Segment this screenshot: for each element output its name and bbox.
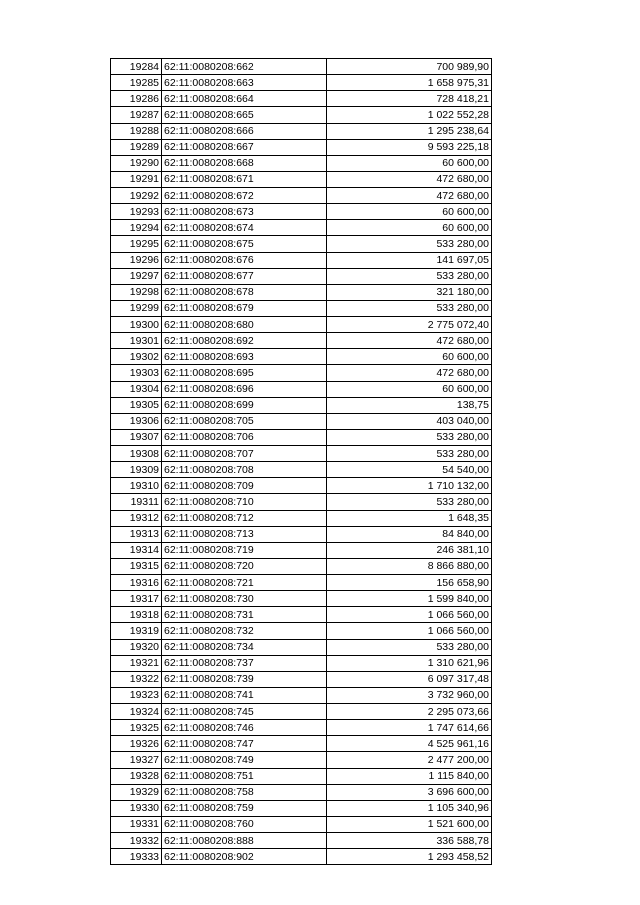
table-row — [111, 849, 492, 865]
row-number-cell: 19333 — [111, 849, 162, 865]
row-number-cell: 19326 — [111, 736, 162, 752]
cadastral-value-cell: 246 381,10 — [327, 542, 492, 558]
row-number-cell: 19305 — [111, 397, 162, 413]
table-row — [111, 623, 492, 639]
cadastral-number-cell: 62:11:0080208:709 — [162, 478, 327, 494]
cadastral-value-cell: 1 115 840,00 — [327, 768, 492, 784]
cadastral-number-cell: 62:11:0080208:707 — [162, 446, 327, 462]
table-row — [111, 59, 492, 75]
table-row — [111, 655, 492, 671]
table-row — [111, 139, 492, 155]
cadastral-value-cell: 533 280,00 — [327, 639, 492, 655]
cadastral-number-cell: 62:11:0080208:699 — [162, 397, 327, 413]
cadastral-value-cell: 9 593 225,18 — [327, 139, 492, 155]
cadastral-value-cell: 8 866 880,00 — [327, 558, 492, 574]
cadastral-value-cell: 84 840,00 — [327, 526, 492, 542]
cadastral-number-cell: 62:11:0080208:732 — [162, 623, 327, 639]
table-row — [111, 833, 492, 849]
cadastral-value-cell: 1 747 614,66 — [327, 720, 492, 736]
table-row — [111, 204, 492, 220]
cadastral-value-cell: 2 295 073,66 — [327, 704, 492, 720]
table-row — [111, 494, 492, 510]
table-row — [111, 300, 492, 316]
cadastral-number-cell: 62:11:0080208:671 — [162, 171, 327, 187]
row-number-cell: 19330 — [111, 800, 162, 816]
cadastral-value-cell: 1 521 600,00 — [327, 816, 492, 832]
cadastral-value-cell: 138,75 — [327, 397, 492, 413]
table-row — [111, 607, 492, 623]
cadastral-number-cell: 62:11:0080208:734 — [162, 639, 327, 655]
row-number-cell: 19297 — [111, 268, 162, 284]
table-row — [111, 478, 492, 494]
cadastral-number-cell: 62:11:0080208:888 — [162, 833, 327, 849]
row-number-cell: 19286 — [111, 91, 162, 107]
row-number-cell: 19322 — [111, 671, 162, 687]
table-row — [111, 720, 492, 736]
table-row — [111, 91, 492, 107]
row-number-cell: 19298 — [111, 284, 162, 300]
table-row — [111, 268, 492, 284]
row-number-cell: 19316 — [111, 575, 162, 591]
cadastral-value-cell: 1 105 340,96 — [327, 800, 492, 816]
row-number-cell: 19300 — [111, 317, 162, 333]
cadastral-number-cell: 62:11:0080208:665 — [162, 107, 327, 123]
table-row — [111, 768, 492, 784]
row-number-cell: 19317 — [111, 591, 162, 607]
cadastral-number-cell: 62:11:0080208:745 — [162, 704, 327, 720]
row-number-cell: 19289 — [111, 139, 162, 155]
cadastral-number-cell: 62:11:0080208:672 — [162, 188, 327, 204]
row-number-cell: 19319 — [111, 623, 162, 639]
table-row — [111, 752, 492, 768]
row-number-cell: 19284 — [111, 59, 162, 75]
cadastral-value-cell: 1 710 132,00 — [327, 478, 492, 494]
cadastral-number-cell: 62:11:0080208:720 — [162, 558, 327, 574]
row-number-cell: 19291 — [111, 171, 162, 187]
cadastral-value-cell: 533 280,00 — [327, 236, 492, 252]
table-row — [111, 236, 492, 252]
cadastral-value-table — [110, 58, 492, 865]
table-row — [111, 365, 492, 381]
cadastral-number-cell: 62:11:0080208:739 — [162, 671, 327, 687]
cadastral-value-cell: 4 525 961,16 — [327, 736, 492, 752]
table-row — [111, 75, 492, 91]
cadastral-value-cell: 2 477 200,00 — [327, 752, 492, 768]
cadastral-number-cell: 62:11:0080208:693 — [162, 349, 327, 365]
table-row — [111, 413, 492, 429]
row-number-cell: 19314 — [111, 542, 162, 558]
cadastral-number-cell: 62:11:0080208:706 — [162, 429, 327, 445]
table-row — [111, 800, 492, 816]
row-number-cell: 19327 — [111, 752, 162, 768]
cadastral-value-cell: 1 310 621,96 — [327, 655, 492, 671]
cadastral-value-cell: 1 022 552,28 — [327, 107, 492, 123]
table-row — [111, 397, 492, 413]
cadastral-value-cell: 3 732 960,00 — [327, 687, 492, 703]
table-row — [111, 784, 492, 800]
cadastral-number-cell: 62:11:0080208:710 — [162, 494, 327, 510]
cadastral-number-cell: 62:11:0080208:662 — [162, 59, 327, 75]
table-row — [111, 591, 492, 607]
cadastral-number-cell: 62:11:0080208:664 — [162, 91, 327, 107]
cadastral-number-cell: 62:11:0080208:712 — [162, 510, 327, 526]
cadastral-number-cell: 62:11:0080208:749 — [162, 752, 327, 768]
cadastral-value-cell: 1 599 840,00 — [327, 591, 492, 607]
cadastral-number-cell: 62:11:0080208:676 — [162, 252, 327, 268]
table-row — [111, 446, 492, 462]
cadastral-number-cell: 62:11:0080208:705 — [162, 413, 327, 429]
cadastral-number-cell: 62:11:0080208:730 — [162, 591, 327, 607]
row-number-cell: 19328 — [111, 768, 162, 784]
table-row — [111, 107, 492, 123]
cadastral-value-cell: 60 600,00 — [327, 220, 492, 236]
cadastral-number-cell: 62:11:0080208:751 — [162, 768, 327, 784]
table-row — [111, 429, 492, 445]
table-row — [111, 462, 492, 478]
cadastral-value-cell: 336 588,78 — [327, 833, 492, 849]
cadastral-value-cell: 321 180,00 — [327, 284, 492, 300]
table-body — [111, 59, 492, 865]
cadastral-value-cell: 3 696 600,00 — [327, 784, 492, 800]
row-number-cell: 19331 — [111, 816, 162, 832]
cadastral-number-cell: 62:11:0080208:759 — [162, 800, 327, 816]
row-number-cell: 19311 — [111, 494, 162, 510]
row-number-cell: 19318 — [111, 607, 162, 623]
row-number-cell: 19329 — [111, 784, 162, 800]
cadastral-number-cell: 62:11:0080208:678 — [162, 284, 327, 300]
cadastral-value-cell: 1 066 560,00 — [327, 607, 492, 623]
cadastral-value-cell: 54 540,00 — [327, 462, 492, 478]
cadastral-value-cell: 6 097 317,48 — [327, 671, 492, 687]
cadastral-number-cell: 62:11:0080208:696 — [162, 381, 327, 397]
table-row — [111, 558, 492, 574]
cadastral-number-cell: 62:11:0080208:741 — [162, 687, 327, 703]
cadastral-value-cell: 1 293 458,52 — [327, 849, 492, 865]
row-number-cell: 19295 — [111, 236, 162, 252]
table-row — [111, 284, 492, 300]
table-row — [111, 333, 492, 349]
row-number-cell: 19288 — [111, 123, 162, 139]
table-row — [111, 575, 492, 591]
cadastral-value-cell: 533 280,00 — [327, 446, 492, 462]
cadastral-number-cell: 62:11:0080208:675 — [162, 236, 327, 252]
cadastral-value-cell: 60 600,00 — [327, 381, 492, 397]
cadastral-number-cell: 62:11:0080208:677 — [162, 268, 327, 284]
cadastral-number-cell: 62:11:0080208:663 — [162, 75, 327, 91]
cadastral-value-cell: 533 280,00 — [327, 300, 492, 316]
row-number-cell: 19310 — [111, 478, 162, 494]
table-row — [111, 704, 492, 720]
cadastral-number-cell: 62:11:0080208:680 — [162, 317, 327, 333]
cadastral-value-cell: 60 600,00 — [327, 155, 492, 171]
cadastral-value-cell: 60 600,00 — [327, 204, 492, 220]
cadastral-number-cell: 62:11:0080208:746 — [162, 720, 327, 736]
cadastral-value-cell: 700 989,90 — [327, 59, 492, 75]
table-row — [111, 542, 492, 558]
cadastral-number-cell: 62:11:0080208:708 — [162, 462, 327, 478]
row-number-cell: 19301 — [111, 333, 162, 349]
cadastral-number-cell: 62:11:0080208:902 — [162, 849, 327, 865]
cadastral-value-cell: 533 280,00 — [327, 268, 492, 284]
cadastral-value-cell: 472 680,00 — [327, 188, 492, 204]
cadastral-value-cell: 1 648,35 — [327, 510, 492, 526]
cadastral-number-cell: 62:11:0080208:666 — [162, 123, 327, 139]
cadastral-value-cell: 403 040,00 — [327, 413, 492, 429]
table-row — [111, 349, 492, 365]
cadastral-number-cell: 62:11:0080208:692 — [162, 333, 327, 349]
row-number-cell: 19304 — [111, 381, 162, 397]
cadastral-number-cell: 62:11:0080208:737 — [162, 655, 327, 671]
row-number-cell: 19299 — [111, 300, 162, 316]
row-number-cell: 19323 — [111, 687, 162, 703]
row-number-cell: 19309 — [111, 462, 162, 478]
cadastral-number-cell: 62:11:0080208:679 — [162, 300, 327, 316]
table-row — [111, 317, 492, 333]
row-number-cell: 19315 — [111, 558, 162, 574]
cadastral-value-cell: 60 600,00 — [327, 349, 492, 365]
cadastral-value-cell: 2 775 072,40 — [327, 317, 492, 333]
cadastral-value-cell: 1 066 560,00 — [327, 623, 492, 639]
cadastral-number-cell: 62:11:0080208:731 — [162, 607, 327, 623]
cadastral-number-cell: 62:11:0080208:713 — [162, 526, 327, 542]
cadastral-number-cell: 62:11:0080208:719 — [162, 542, 327, 558]
table-row — [111, 510, 492, 526]
row-number-cell: 19296 — [111, 252, 162, 268]
cadastral-number-cell: 62:11:0080208:695 — [162, 365, 327, 381]
table-row — [111, 736, 492, 752]
row-number-cell: 19292 — [111, 188, 162, 204]
row-number-cell: 19320 — [111, 639, 162, 655]
row-number-cell: 19290 — [111, 155, 162, 171]
cadastral-number-cell: 62:11:0080208:673 — [162, 204, 327, 220]
row-number-cell: 19321 — [111, 655, 162, 671]
table-row — [111, 252, 492, 268]
cadastral-value-cell: 533 280,00 — [327, 494, 492, 510]
row-number-cell: 19302 — [111, 349, 162, 365]
table-row — [111, 123, 492, 139]
row-number-cell: 19303 — [111, 365, 162, 381]
table-row — [111, 155, 492, 171]
cadastral-value-cell: 156 658,90 — [327, 575, 492, 591]
cadastral-number-cell: 62:11:0080208:721 — [162, 575, 327, 591]
row-number-cell: 19306 — [111, 413, 162, 429]
cadastral-value-cell: 141 697,05 — [327, 252, 492, 268]
row-number-cell: 19325 — [111, 720, 162, 736]
cadastral-value-cell: 728 418,21 — [327, 91, 492, 107]
cadastral-number-cell: 62:11:0080208:667 — [162, 139, 327, 155]
cadastral-number-cell: 62:11:0080208:668 — [162, 155, 327, 171]
cadastral-value-cell: 1 295 238,64 — [327, 123, 492, 139]
table-row — [111, 671, 492, 687]
cadastral-value-cell: 533 280,00 — [327, 429, 492, 445]
cadastral-value-cell: 472 680,00 — [327, 333, 492, 349]
cadastral-value-cell: 472 680,00 — [327, 365, 492, 381]
table-row — [111, 381, 492, 397]
cadastral-number-cell: 62:11:0080208:747 — [162, 736, 327, 752]
row-number-cell: 19294 — [111, 220, 162, 236]
table-row — [111, 220, 492, 236]
table-row — [111, 188, 492, 204]
cadastral-number-cell: 62:11:0080208:760 — [162, 816, 327, 832]
row-number-cell: 19312 — [111, 510, 162, 526]
table-row — [111, 687, 492, 703]
table-row — [111, 816, 492, 832]
cadastral-value-cell: 472 680,00 — [327, 171, 492, 187]
row-number-cell: 19332 — [111, 833, 162, 849]
row-number-cell: 19307 — [111, 429, 162, 445]
cadastral-number-cell: 62:11:0080208:758 — [162, 784, 327, 800]
cadastral-value-cell: 1 658 975,31 — [327, 75, 492, 91]
table-row — [111, 171, 492, 187]
cadastral-number-cell: 62:11:0080208:674 — [162, 220, 327, 236]
row-number-cell: 19308 — [111, 446, 162, 462]
row-number-cell: 19293 — [111, 204, 162, 220]
table-row — [111, 639, 492, 655]
row-number-cell: 19324 — [111, 704, 162, 720]
table-row — [111, 526, 492, 542]
row-number-cell: 19287 — [111, 107, 162, 123]
row-number-cell: 19313 — [111, 526, 162, 542]
row-number-cell: 19285 — [111, 75, 162, 91]
